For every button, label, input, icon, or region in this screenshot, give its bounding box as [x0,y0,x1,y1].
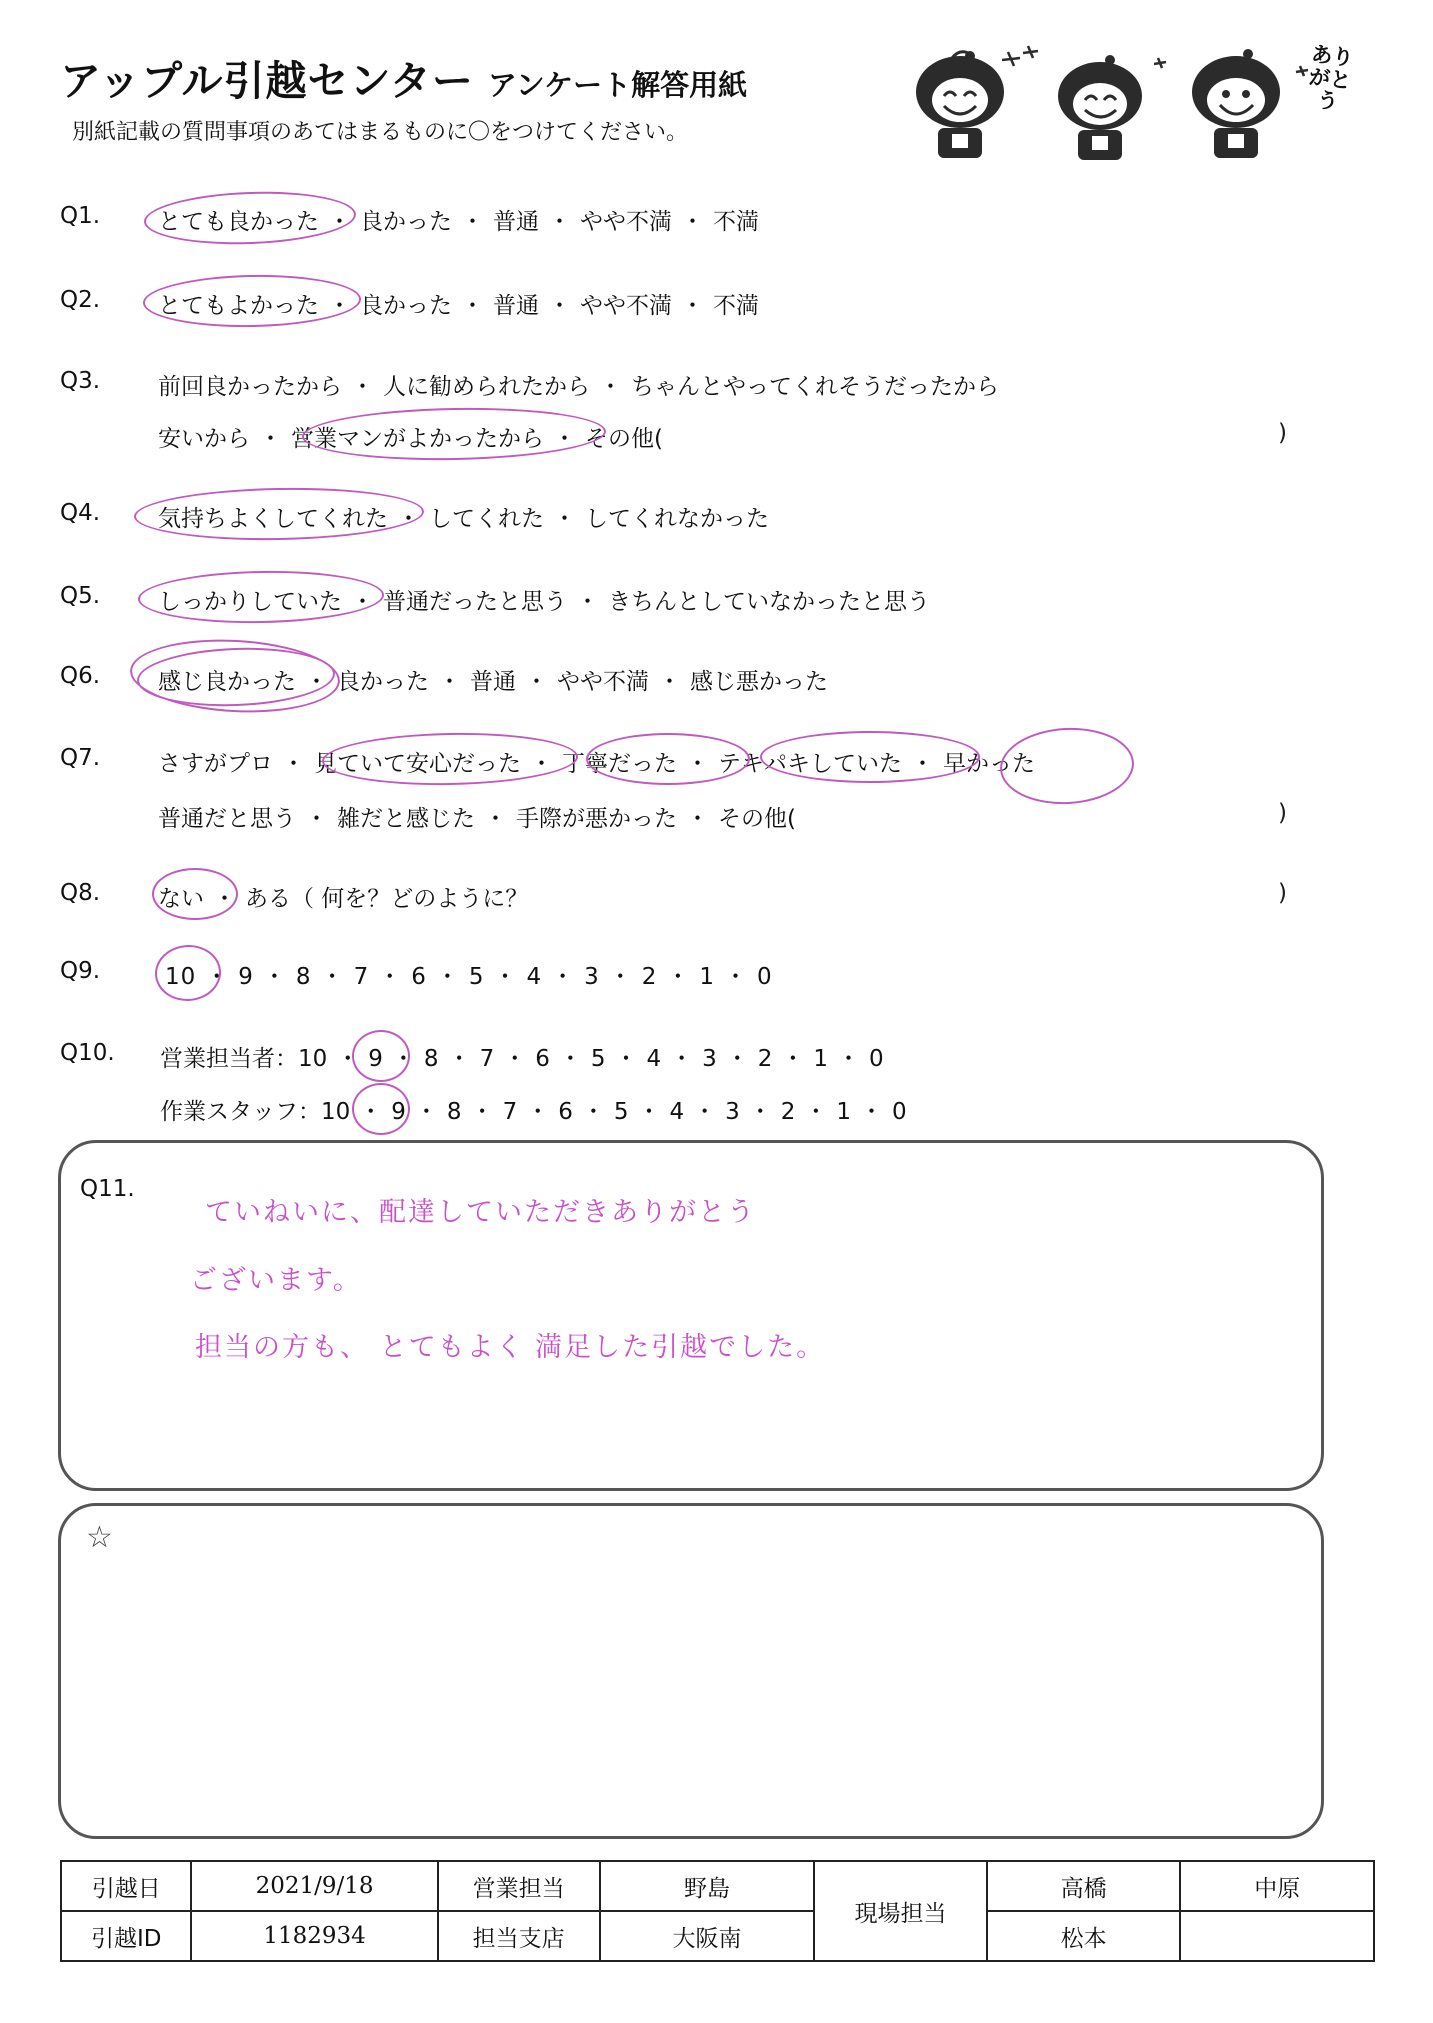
footer-value-sales[interactable]: 野島 [600,1861,815,1911]
option[interactable]: 良かった [337,669,429,695]
table-row [61,1911,1374,1961]
option[interactable]: とてもよかった [158,293,319,319]
option[interactable]: 良かった [360,293,452,319]
option[interactable]: 見ていて安心だった [314,751,521,777]
option[interactable]: その他( [585,426,663,452]
option[interactable]: テキパキしていた [718,751,902,777]
option[interactable]: してくれた [429,506,544,532]
option[interactable]: 不満 [713,293,759,319]
option[interactable]: 7 [479,1046,495,1072]
question-options-q8: ない ・ ある（ 何を？どのように？ [158,880,528,913]
footer-label-branch: 担当支店 [438,1911,600,1961]
footer-label-site: 現場担当 [814,1861,987,1961]
question-label-q4: Q4. [60,500,101,526]
option[interactable]: 3 [584,964,600,990]
option[interactable]: 感じ良かった [158,669,296,695]
option[interactable]: さすがプロ [158,751,273,777]
option[interactable]: 4 [669,1099,685,1125]
option[interactable]: してくれなかった [585,506,769,532]
comment-box-star[interactable] [58,1503,1324,1839]
question-label-q3: Q3. [60,368,101,394]
option[interactable]: 不満 [713,209,759,235]
question-options-q7-line1: さすがプロ ・ 見ていて安心だった ・ 丁寧だった ・ テキパキしていた ・ 早かった [158,745,1035,778]
option[interactable]: 1 [836,1099,852,1125]
q11-label: Q11. [80,1176,135,1202]
thanks-text: ありがとう [1307,41,1355,115]
option[interactable]: 普通だったと思う [383,589,567,615]
option[interactable]: やや不満 [580,293,672,319]
option[interactable]: 5 [468,964,485,990]
footer-label-move-date: 引越日 [61,1861,191,1911]
option[interactable]: 1 [813,1046,829,1072]
q10-sales-label: 営業担当者： [160,1046,298,1072]
option[interactable]: 6 [558,1099,573,1125]
option[interactable]: その他( [718,806,796,832]
footer-value-branch[interactable]: 大阪南 [600,1911,815,1961]
option[interactable]: 4 [646,1046,662,1072]
question-q10-staff: 作業スタッフ：10 ・ 9 ・ 8 ・ 7 ・ 6 ・ 5 ・ 4 ・ 3 ・ 2 ・ 1 ・ 0 [160,1099,907,1125]
q7-close-paren: ) [1278,800,1287,826]
option[interactable]: 早かった [943,751,1035,777]
page-title [60,48,747,107]
option[interactable]: 2 [780,1099,796,1125]
footer-value-site-4[interactable] [1180,1911,1374,1961]
option[interactable]: やや不満 [557,669,649,695]
option[interactable]: きちんとしていなかったと思う [608,589,930,615]
question-q10-sales: 営業担当者：10 ・ 9 ・ 8 ・ 7 ・ 6 ・ 5 ・ 4 ・ 3 ・ 2 ・ 1 ・ 0 [160,1046,884,1072]
option[interactable]: 9 [238,964,254,990]
star-icon: ☆ [86,1520,113,1555]
option[interactable]: 6 [411,964,427,990]
question-options-q9: 10 ・ 9 ・ 8 ・ 7 ・ 6 ・ 5 ・ 4 ・ 3 ・ 2 ・ 1 ・ 0 [165,964,773,990]
option[interactable]: 丁寧だった [562,751,677,777]
option[interactable]: とても良かった [158,209,319,235]
option[interactable]: やや不満 [580,209,672,235]
option[interactable]: 普通 [493,293,539,319]
question-label-q10: Q10. [60,1040,115,1066]
question-options-q4: 気持ちよくしてくれた ・ してくれた ・ してくれなかった [158,500,769,533]
option[interactable]: ある（ 何を？どのように？ [245,886,529,912]
footer-value-site-2[interactable]: 中原 [1180,1861,1374,1911]
option[interactable]: 0 [892,1099,907,1125]
option[interactable]: 5 [590,1046,606,1072]
q11-handwriting-line1: ていねいに、配達していただきありがとう [205,1197,756,1228]
question-options-q3-line2: 安いから ・ 営業マンがよかったから ・ その他( [158,420,663,453]
question-label-q6: Q6. [60,663,101,689]
option[interactable]: 6 [535,1046,550,1072]
question-options-q1: とても良かった ・ 良かった ・ 普通 ・ やや不満 ・ 不満 [158,203,759,236]
question-label-q8: Q8. [60,880,101,906]
footer-label-move-id: 引越ID [61,1911,191,1961]
option[interactable]: 2 [641,964,658,990]
option[interactable]: 3 [702,1046,717,1072]
option[interactable]: 10 [298,1046,328,1072]
question-options-q2: とてもよかった ・ 良かった ・ 普通 ・ やや不満 ・ 不満 [158,287,759,320]
option[interactable]: 8 [423,1046,439,1072]
option[interactable]: 気持ちよくしてくれた [158,506,388,532]
option[interactable]: 4 [526,964,543,990]
question-label-q9: Q9. [60,958,101,984]
q8-close-paren: ) [1278,880,1287,906]
option[interactable]: 0 [757,964,773,990]
option[interactable]: 10 [321,1099,351,1125]
q11-handwriting-line2: ございます。 [190,1265,362,1296]
option[interactable]: 雑だと感じた [337,806,475,832]
option[interactable]: 営業マンがよかったから [291,426,544,452]
option[interactable]: 前回良かったから [158,374,342,400]
option[interactable]: ない [158,886,204,912]
option[interactable]: ちゃんとやってくれそうだったから [631,374,999,400]
option[interactable]: 普通だと思う [158,806,296,832]
question-label-q7: Q7. [60,745,101,771]
footer-value-move-id[interactable]: 1182934 [191,1911,437,1961]
instruction-note: 別紙記載の質問事項のあてはまるものに〇をつけてください。 [72,120,689,145]
question-options-q6: 感じ良かった ・ 良かった ・ 普通 ・ やや不満 ・ 感じ悪かった [158,663,828,696]
option[interactable]: 0 [869,1046,884,1072]
option[interactable]: 5 [613,1099,629,1125]
footer-value-site-1[interactable]: 高橋 [987,1861,1181,1911]
option[interactable]: 8 [446,1099,462,1125]
question-label-q2: Q2. [60,287,101,313]
footer-label-sales: 営業担当 [438,1861,600,1911]
option[interactable]: 9 [368,1046,383,1072]
footer-value-move-date[interactable]: 2021/9/18 [191,1861,437,1911]
table-row [61,1861,1374,1911]
footer-value-site-3[interactable]: 松本 [987,1911,1181,1961]
question-label-q1: Q1. [60,203,101,229]
option[interactable]: 良かった [360,209,452,235]
question-options-q7-line2: 普通だと思う ・ 雑だと感じた ・ 手際が悪かった ・ その他( [158,800,796,833]
option[interactable]: 2 [757,1046,773,1072]
option[interactable]: 9 [391,1099,406,1125]
q10-staff-label: 作業スタッフ： [160,1099,321,1125]
question-options-q5: しっかりしていた ・ 普通だったと思う ・ きちんとしていなかったと思う [158,583,930,616]
option[interactable]: 7 [502,1099,518,1125]
option[interactable]: 3 [725,1099,740,1125]
option[interactable]: 1 [699,964,716,990]
option[interactable]: 8 [295,964,312,990]
option[interactable]: 手際が悪かった [516,806,677,832]
option[interactable]: しっかりしていた [158,589,342,615]
option[interactable]: 安いから [158,426,250,452]
option[interactable]: 10 [165,964,197,990]
option[interactable]: 感じ悪かった [690,669,828,695]
option[interactable]: 人に勧められたから [383,374,590,400]
question-label-q5: Q5. [60,583,101,609]
footer-table [60,1860,1375,1962]
option[interactable]: 7 [353,964,370,990]
question-options-q3-line1: 前回良かったから ・ 人に勧められたから ・ ちゃんとやってくれそうだったから [158,368,999,401]
option[interactable]: 普通 [470,669,516,695]
q11-handwriting-line3: 担当の方も、 とてもよく 満足した引越でした。 [195,1332,826,1363]
brand-title: アップル引越センター [60,57,474,105]
document-subtitle: アンケート解答用紙 [487,68,748,102]
option[interactable]: 普通 [493,209,539,235]
q3-close-paren: ) [1278,420,1287,446]
